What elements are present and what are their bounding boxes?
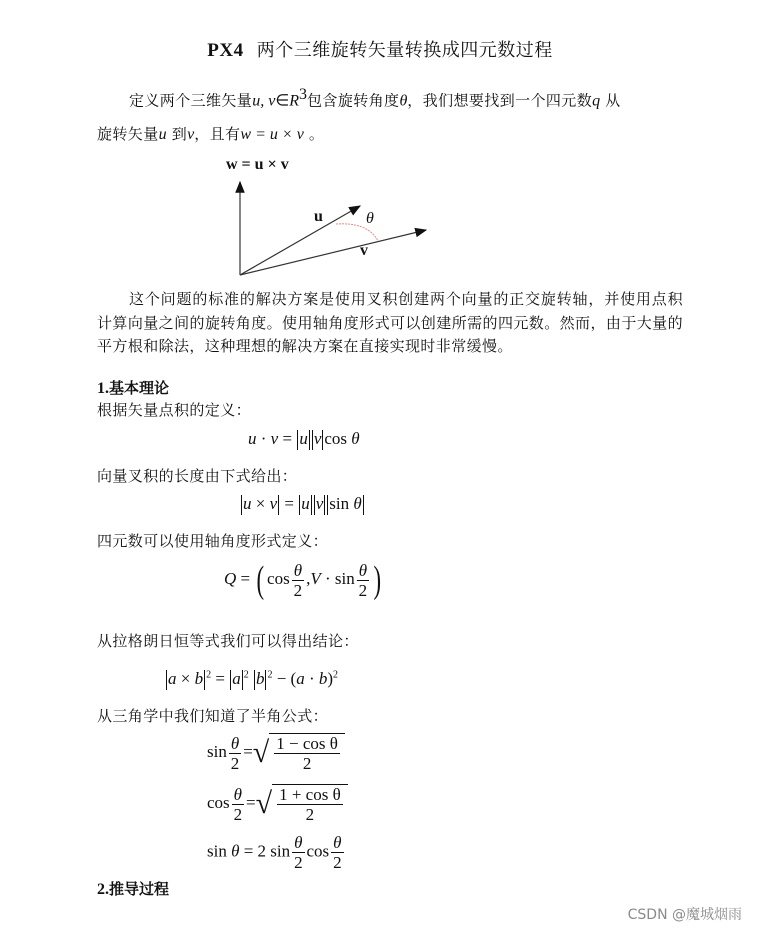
title-text: 两个三维旋转矢量转换成四元数过程 <box>256 40 553 61</box>
one-minus-cos: 1 − cos θ <box>276 734 338 753</box>
equation-cos-half: cos $\frac{\theta}{2}$ =√ $\frac{\text{1 + cos θ}}{2}$ <box>207 784 348 824</box>
page-title <box>0 36 760 62</box>
math-u: u <box>158 126 167 144</box>
section-1-heading <box>97 377 169 398</box>
intro-text: 从 <box>605 91 621 110</box>
section-1-title: 基本理论 <box>109 379 170 397</box>
quaternion-intro: 四元数可以使用轴角度形式定义： <box>97 532 329 550</box>
math-theta: θ <box>399 92 408 110</box>
intro-text: ，我们想要找到一个四元数 <box>407 91 593 110</box>
math-q: q <box>592 92 601 110</box>
label-v: v <box>360 242 368 259</box>
section-2-heading <box>97 878 169 899</box>
two: 2 <box>305 805 315 824</box>
math-in: ∈ <box>275 92 290 110</box>
theta: θ <box>233 784 243 804</box>
math-w-eq: w = u × v <box>240 126 304 144</box>
two: 2 <box>333 853 342 872</box>
two: 2 <box>233 804 243 824</box>
equation-double-angle: sin θ = 2 sin $\frac{\theta}{2}$ cos $\frac{\theta}{2}$ <box>207 833 342 872</box>
solution-paragraph: 这个问题的标准的解决方案是使用叉积创建两个向量的正交旋转轴，并使用点积计算向量之间的旋转角度。使用轴角度形式可以创建所需的四元数。然而，由于大量的平方根和除法，这种理想的解决方案在直接实现时非常缓慢。 <box>97 290 683 355</box>
intro-text: 定义两个三维矢量 <box>129 91 253 110</box>
two: 2 <box>302 754 312 773</box>
math-uv: u, v <box>252 92 276 110</box>
intro-text: 到 <box>171 125 188 144</box>
theta: θ <box>293 560 303 580</box>
intro-paragraph <box>97 78 683 151</box>
dot-product-intro: 根据矢量点积的定义： <box>97 401 252 419</box>
label-u: u <box>314 208 323 225</box>
math-v: v <box>187 126 195 144</box>
one-plus-cos: 1 + cos θ <box>279 785 341 804</box>
csdn-watermark: CSDN @魔城烟雨 <box>627 907 742 923</box>
section-1-number: 1. <box>97 380 109 397</box>
u-vector-arrow <box>240 206 360 275</box>
equation-dot-product: u · v = u v cos θ <box>248 429 360 450</box>
two: 2 <box>293 580 303 600</box>
equation-quaternion: Q = ( cos $\frac{\theta}{2}$ ,V · sin $\frac{\theta}{2}$ ) <box>224 559 382 601</box>
section-2-title: 推导过程 <box>109 880 170 898</box>
theta: θ <box>358 560 368 580</box>
equation-cross-product: u × v = u v sin θ <box>240 494 365 515</box>
title-prefix: PX4 <box>207 40 244 61</box>
theta: θ <box>230 733 240 753</box>
label-w-eq: w = u × v <box>226 156 289 173</box>
equation-lagrange: a × b $^2$ = a $^2$ b $^2 - (a \cdot b)^2$ <box>165 669 338 690</box>
section-2-number: 2. <box>97 881 109 898</box>
two: 2 <box>230 753 240 773</box>
lagrange-intro: 从拉格朗日恒等式我们可以得出结论： <box>97 632 359 650</box>
v-vector-arrow <box>240 230 426 275</box>
half-angle-intro: 从三角学中我们知道了半角公式： <box>97 707 329 725</box>
intro-text: ，且有 <box>194 125 241 144</box>
theta: θ <box>333 833 342 852</box>
intro-text: 包含旋转角度 <box>307 91 400 110</box>
intro-text: 。 <box>308 125 325 144</box>
intro-text: 旋转矢量 <box>97 125 159 144</box>
theta: θ <box>294 833 303 852</box>
two: 2 <box>294 853 303 872</box>
two: 2 <box>358 580 368 600</box>
math-R: R <box>289 92 300 110</box>
equation-sin-half: sin $\frac{\theta}{2}$ =√ $\frac{\text{1 − cos θ}}{2}$ <box>207 733 345 773</box>
math-R-exp: 3 <box>299 86 308 103</box>
label-theta: θ <box>366 210 374 227</box>
cross-product-intro: 向量叉积的长度由下式给出： <box>97 467 298 485</box>
vector-figure <box>222 150 442 282</box>
